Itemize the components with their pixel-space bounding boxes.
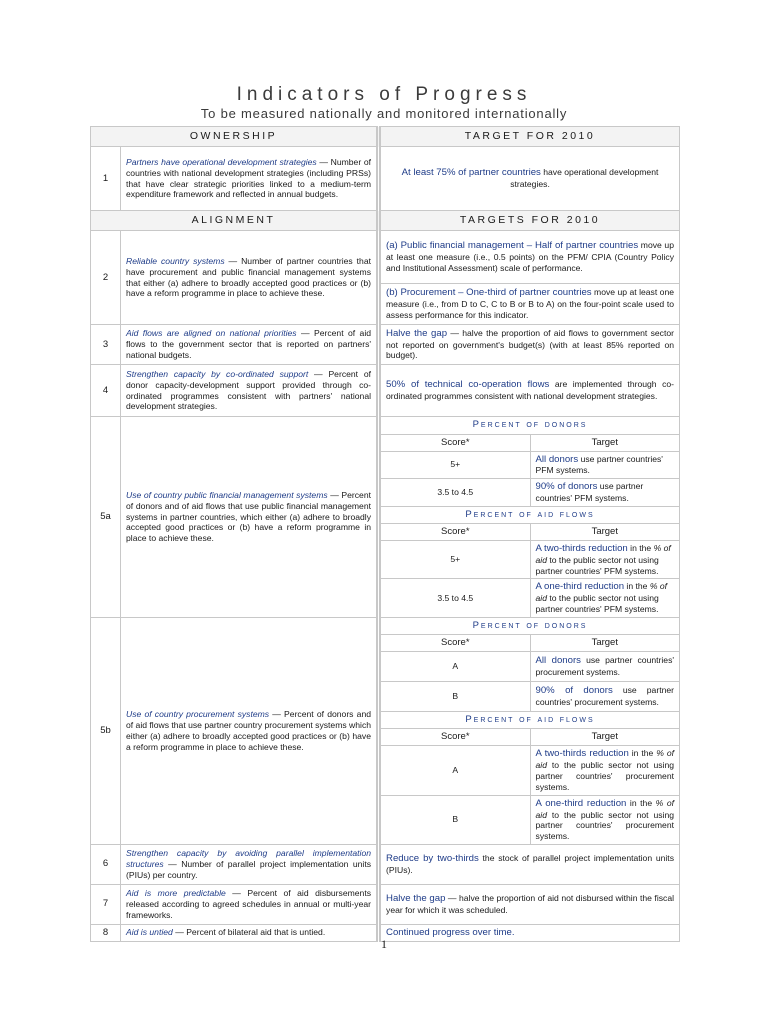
- target-highlight: (b) Procurement – One-third of partner countries: [386, 287, 592, 299]
- target-highlight: A one-third reduction: [535, 581, 625, 593]
- target-detail: have operational development strategies.: [510, 167, 659, 190]
- indicator-lead: Aid flows are aligned on national priorities: [126, 328, 297, 339]
- indicator-row-5b: [91, 617, 680, 844]
- column-header-row: [381, 523, 679, 540]
- indicator-row-3: [91, 325, 680, 365]
- target-detail: use partner countries' procurement systems.: [535, 685, 675, 708]
- indicator-detail: — Percent of bilateral aid that is untied.: [172, 927, 326, 938]
- target-detail: — halve the proportion of aid not disbursed within the fiscal year for which it was scheduled.: [386, 892, 675, 915]
- target-highlight: Reduce by two-thirds: [386, 852, 479, 864]
- target-highlight: Continued progress over time.: [386, 926, 515, 938]
- score-row: [381, 652, 679, 682]
- indicator-lead: Partners have operational development strategies: [126, 157, 317, 168]
- indicator-row-2: [91, 231, 680, 325]
- score-value: 5+: [381, 540, 530, 578]
- target-detail: in the: [624, 581, 650, 592]
- target-highlight: (a) Public financial management – Half of partner countries: [386, 240, 639, 252]
- page-title: Indicators of Progress: [236, 84, 532, 105]
- target-detail: in the: [627, 542, 654, 553]
- score-header: Score*: [381, 635, 530, 652]
- target-b: [381, 283, 679, 324]
- indicator-lead: Aid is more predictable: [126, 888, 226, 899]
- score-value: B: [381, 795, 530, 844]
- indicator-detail: — Percent of aid flows to the government sector that is reported on partners' national budgets.: [126, 328, 372, 360]
- target-header: Target: [530, 729, 679, 746]
- indicator-row-4: [91, 365, 680, 417]
- target-highlight: Halve the gap: [386, 892, 446, 904]
- score-target-subtable: [381, 417, 679, 617]
- indicator-detail: — Number of parallel project implementation units (PIUs) per country.: [126, 858, 372, 880]
- indicator-number: 7: [91, 884, 121, 924]
- target-highlight: All donors: [535, 655, 581, 667]
- indicator-number: 5b: [91, 617, 121, 844]
- indicator-target: [379, 231, 680, 325]
- score-target: [530, 682, 679, 712]
- target-italic: % of aid: [535, 542, 671, 565]
- indicator-description: [121, 325, 379, 365]
- indicator-lead: Aid is untied: [126, 927, 173, 938]
- percent-of-donors-heading: Percent of donors: [381, 417, 679, 434]
- subhead-row: [381, 417, 679, 434]
- column-header-row: [381, 434, 679, 451]
- target-detail: to the public sector not using partner countries' PFM systems.: [535, 593, 659, 615]
- indicator-description: [121, 147, 379, 211]
- subhead-row: [381, 506, 679, 523]
- score-target: [530, 540, 679, 578]
- score-header: Score*: [381, 523, 530, 540]
- score-row: [381, 540, 679, 578]
- indicator-number: 6: [91, 844, 121, 884]
- score-value: B: [381, 682, 530, 712]
- indicator-detail: — Percent of donors and of aid flows that use partner country procurement systems which either (a) adhere to broadly accepted good practices or (b) have a reform programme in place to achieve these.: [126, 709, 372, 752]
- indicator-target: [379, 365, 680, 417]
- score-target: [530, 579, 679, 617]
- indicator-detail: — Number of countries with national development strategies (including PRSs) that have clear strategic priorities linked to a medium-term expenditure framework and reflected in annual budgets.: [126, 157, 372, 200]
- alignment-header-row: [91, 211, 680, 231]
- indicator-lead: Strengthen capacity by avoiding parallel implementation structures: [126, 848, 372, 869]
- subhead-row: [381, 618, 679, 635]
- indicator-number: 3: [91, 325, 121, 365]
- indicator-row-6: [91, 844, 680, 884]
- score-value: 3.5 to 4.5: [381, 479, 530, 507]
- indicator-description: [121, 231, 379, 325]
- ownership-target-heading: TARGET FOR 2010: [379, 127, 680, 147]
- score-row: [381, 479, 679, 507]
- target-highlight: At least 75%: [401, 167, 456, 179]
- indicator-number: 4: [91, 365, 121, 417]
- column-header-row: [381, 729, 679, 746]
- score-row: [381, 579, 679, 617]
- percent-of-aid-flows-heading: Percent of aid flows: [381, 506, 679, 523]
- target-a-row: [381, 231, 679, 283]
- target-detail: are implemented through co-ordinated programmes consistent with national development strategies.: [386, 379, 675, 402]
- indicator-number: 8: [91, 924, 121, 941]
- indicator-description: [121, 617, 379, 844]
- alignment-heading: ALIGNMENT: [91, 211, 379, 231]
- target-detail: use partner countries' procurement systems.: [535, 655, 675, 678]
- percent-of-donors-heading: Percent of donors: [381, 618, 679, 635]
- target-highlight: A two-thirds reduction: [535, 542, 628, 554]
- indicator-description: [121, 365, 379, 417]
- target-subtable: [381, 231, 679, 324]
- indicator-detail: — Percent of aid disbursements released according to agreed schedules in annual or multi-year frameworks.: [126, 888, 372, 920]
- score-row: [381, 451, 679, 479]
- target-highlight: 90% of donors: [535, 685, 613, 697]
- score-row: [381, 746, 679, 795]
- indicator-description: [121, 417, 379, 618]
- score-target: [530, 795, 679, 844]
- indicator-target: [379, 417, 680, 618]
- ownership-heading: OWNERSHIP: [91, 127, 379, 147]
- indicator-number: 1: [91, 147, 121, 211]
- score-target: [530, 451, 679, 479]
- indicator-lead: Use of country public financial management systems: [126, 490, 328, 501]
- target-detail: move up at least one measure (i.e., 0.5 points) on the PFM/ CPIA (Country Policy and Institutional Assessment) scale of performance.: [386, 240, 675, 273]
- score-target: [530, 652, 679, 682]
- alignment-target-heading: TARGETS FOR 2010: [379, 211, 680, 231]
- score-value: 3.5 to 4.5: [381, 579, 530, 617]
- score-target-subtable: [381, 618, 679, 844]
- target-detail: — halve the proportion of aid flows to government sector not reported on government's budget(s) (with at least 85% reported on budget).: [386, 327, 675, 361]
- indicator-target: [379, 147, 680, 211]
- target-detail: the stock of parallel project implementation units (PIUs).: [386, 852, 674, 875]
- target-detail: to the public sector not using partner countries' procurement systems.: [535, 760, 675, 792]
- target-header: Target: [530, 523, 679, 540]
- score-value: A: [381, 652, 530, 682]
- target-detail: to the public sector not using partner countries' procurement systems.: [535, 809, 675, 841]
- percent-of-aid-flows-heading: Percent of aid flows: [381, 712, 679, 729]
- page-number: 1: [381, 937, 387, 951]
- indicator-target: [379, 844, 680, 884]
- target-italic: % of aid: [535, 581, 668, 604]
- target-detail: in the: [628, 748, 657, 759]
- indicator-lead: Use of country procurement systems: [126, 709, 270, 720]
- page-subtitle: To be measured nationally and monitored internationally: [200, 106, 568, 121]
- target-highlight: 50% of technical co-operation flows: [386, 379, 550, 391]
- indicator-lead: Reliable country systems: [126, 256, 225, 267]
- score-target: [530, 746, 679, 795]
- score-row: [381, 795, 679, 844]
- indicator-row-5a: [91, 417, 680, 618]
- target-a: [381, 231, 679, 283]
- target-highlight: All donors: [535, 453, 579, 465]
- ownership-header-row: [91, 127, 680, 147]
- target-header: Target: [530, 635, 679, 652]
- score-value: 5+: [381, 451, 530, 479]
- indicator-number: 5a: [91, 417, 121, 618]
- target-detail: use partner countries' PFM systems.: [535, 453, 663, 476]
- indicator-detail: — Number of partner countries that have procurement and public financial management systems that either (a) adhere to broadly accepted good practices or (b) have a reform programme in place to achieve these.: [126, 256, 372, 299]
- subhead-row: [381, 712, 679, 729]
- target-highlight: 90% of donors: [535, 481, 598, 493]
- indicator-row-1: [91, 147, 680, 211]
- target-italic: % of aid: [535, 748, 674, 771]
- column-header-row: [381, 635, 679, 652]
- score-value: A: [381, 746, 530, 795]
- target-detail: to the public sector not using partner countries' PFM systems.: [535, 554, 659, 576]
- target-detail: move up at least one measure (i.e., from D to C, C to B or B to A) on the four-point scale used to assess performance for this indicator.: [386, 287, 675, 320]
- indicator-target: [379, 617, 680, 844]
- target-italic: % of aid: [535, 797, 675, 820]
- indicator-target: [379, 325, 680, 365]
- indicators-table: [90, 126, 680, 942]
- target-detail: use partner countries' PFM systems.: [535, 481, 644, 504]
- target-highlight: Halve the gap: [386, 327, 448, 339]
- indicator-lead: Strengthen capacity by co-ordinated support: [126, 369, 309, 380]
- indicator-row-7: [91, 884, 680, 924]
- score-target: [530, 479, 679, 507]
- target-highlight: A one-third reduction: [535, 797, 627, 809]
- target-header: Target: [530, 434, 679, 451]
- score-row: [381, 682, 679, 712]
- target-highlight: A two-thirds reduction: [535, 748, 629, 760]
- indicator-number: 2: [91, 231, 121, 325]
- indicator-target: [379, 884, 680, 924]
- target-detail: in the: [626, 797, 656, 808]
- indicator-detail: — Percent of donors and of aid flows that use public financial management systems in partner countries, which either (a) adhere to broadly accepted good practices or (b) have a reform programme in place to achieve these.: [126, 490, 372, 544]
- target-b-row: [381, 283, 679, 324]
- target-highlight-2: of partner countries: [455, 167, 541, 179]
- score-header: Score*: [381, 434, 530, 451]
- indicator-description: [121, 844, 379, 884]
- indicator-description: [121, 884, 379, 924]
- indicator-detail: — Percent of donor capacity-development support provided through co-ordinated programmes consistent with partners' national development strategies.: [126, 369, 372, 412]
- score-header: Score*: [381, 729, 530, 746]
